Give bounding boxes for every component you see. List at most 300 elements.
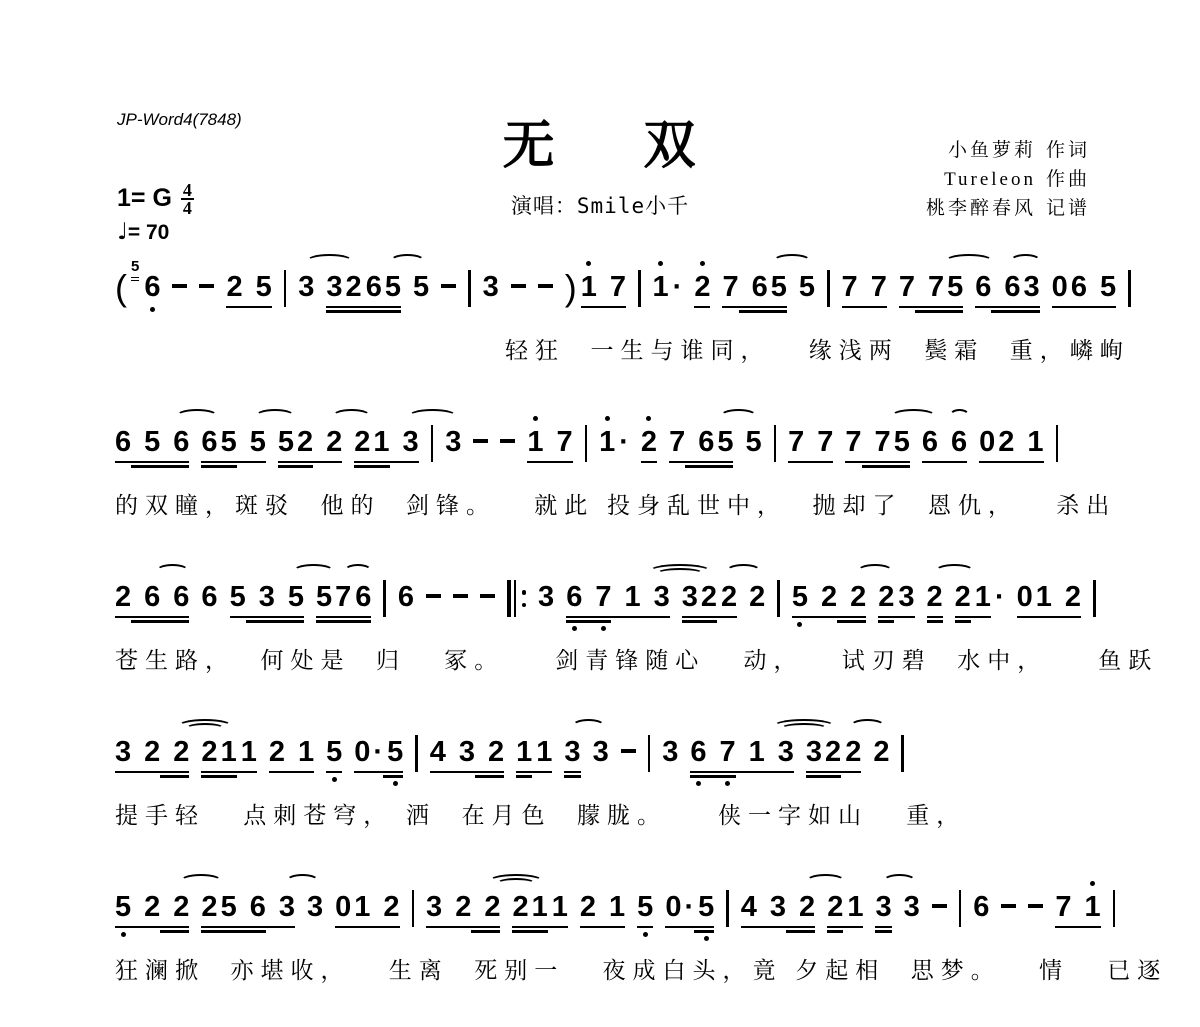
note-digit: 2 xyxy=(641,425,657,459)
beam-line xyxy=(278,461,313,463)
high-octave-dot xyxy=(1090,881,1095,886)
note-token xyxy=(799,270,815,304)
credit-role: 记谱 xyxy=(1045,198,1090,219)
note-token xyxy=(955,580,1005,614)
note-digit: 1 xyxy=(536,736,553,768)
note-digit: 3 xyxy=(875,891,892,923)
lyrics-line: 苍生路， 何处是 归 冢。 剑青锋随心 动， 试刃碧 水中， 鱼跃 xyxy=(115,648,1159,673)
duration-dash xyxy=(1028,890,1043,908)
dash-mark xyxy=(441,284,456,288)
note-digits xyxy=(665,890,694,924)
note-digit: 6 xyxy=(698,426,715,458)
tempo-value: = 70 xyxy=(127,221,170,244)
note-token xyxy=(430,735,504,769)
beam-line xyxy=(131,277,139,279)
note-digit: 5 xyxy=(412,271,430,303)
note-digits xyxy=(313,425,342,459)
beam-line xyxy=(115,616,131,618)
note-digit: 5 xyxy=(220,891,237,923)
quarter-note-icon: ♩ xyxy=(117,219,128,245)
note-digits xyxy=(442,890,471,924)
note-digit: 1 xyxy=(609,891,626,923)
note-digit: 7 xyxy=(722,271,739,303)
note-digit: · xyxy=(619,426,629,458)
beam-line xyxy=(115,926,131,928)
notes-row xyxy=(115,407,1100,481)
note-token xyxy=(527,425,572,459)
barline xyxy=(1056,425,1059,462)
note-digits xyxy=(266,890,295,924)
note-digits xyxy=(160,890,189,924)
note-digit: 3 xyxy=(592,736,609,768)
beam-line xyxy=(736,771,765,773)
note-digit: 7 xyxy=(1055,891,1072,923)
note-digits xyxy=(237,735,257,769)
note-digits xyxy=(475,735,504,769)
beam-line xyxy=(878,620,894,622)
credit-role: 作曲 xyxy=(1045,169,1090,190)
note-digits xyxy=(979,425,1014,459)
note-digits xyxy=(765,735,794,769)
note-digit: 6 xyxy=(144,270,160,304)
note-digit: 5 xyxy=(287,581,304,613)
note-digit: 6 xyxy=(201,581,218,613)
beam-line xyxy=(362,310,401,312)
beam-line xyxy=(237,771,257,773)
note-digits xyxy=(581,270,597,304)
note-token xyxy=(115,425,189,459)
score-line-2 xyxy=(115,407,1117,520)
low-octave-dot xyxy=(601,626,606,631)
slur-arc xyxy=(949,409,970,423)
note-digit: 5 xyxy=(326,735,342,769)
note-digits xyxy=(878,580,894,614)
note-token xyxy=(873,735,889,769)
beam-line xyxy=(1017,616,1052,618)
slur-arc xyxy=(720,409,757,423)
phrase-paren: ) xyxy=(564,267,577,308)
note-digit: 1 xyxy=(220,736,237,768)
note-digits xyxy=(722,270,738,304)
beam-line xyxy=(582,616,611,618)
note-digits xyxy=(973,890,989,924)
beam-line xyxy=(927,616,943,618)
note-digits xyxy=(160,580,189,614)
beam-line xyxy=(843,926,863,928)
note-token xyxy=(682,580,737,614)
tempo-marking xyxy=(117,219,169,245)
beam-line xyxy=(475,775,504,777)
note-digit: 2 xyxy=(878,581,895,613)
note-token xyxy=(593,735,609,769)
beam-line xyxy=(694,306,710,308)
note-token xyxy=(1055,890,1100,924)
note-digits xyxy=(596,890,625,924)
note-digit: 2 xyxy=(512,891,529,923)
note-digits xyxy=(527,425,543,459)
note-digits xyxy=(201,580,217,614)
note-token xyxy=(745,425,761,459)
beam-line xyxy=(786,930,815,932)
duration-dash xyxy=(480,580,495,598)
note-digits xyxy=(516,735,532,769)
beam-line xyxy=(131,620,160,622)
note-digit: 1 xyxy=(748,736,765,768)
note-digits xyxy=(413,270,429,304)
note-digits xyxy=(745,425,761,459)
dash-mark xyxy=(500,439,515,443)
note-token xyxy=(899,270,963,304)
repeat-bar-thick xyxy=(507,580,511,617)
beam-line xyxy=(717,616,737,618)
note-token xyxy=(694,270,710,304)
barline xyxy=(1093,580,1096,617)
note-digits xyxy=(975,270,991,304)
note-digits xyxy=(641,580,670,614)
note-digit: 3 xyxy=(1023,271,1040,303)
note-token xyxy=(144,270,160,304)
note-digits xyxy=(685,425,733,459)
note-digit: 0 xyxy=(354,736,371,768)
note-token xyxy=(230,580,304,614)
beam-line xyxy=(837,616,866,618)
note-digits xyxy=(582,580,611,614)
note-digits xyxy=(543,425,572,459)
note-token xyxy=(269,735,314,769)
note-digit: 3 xyxy=(306,891,324,923)
note-digit: 3 xyxy=(564,736,581,768)
beam-line xyxy=(160,775,189,777)
note-token xyxy=(749,580,765,614)
dash-mark xyxy=(538,284,553,288)
note-digit: · xyxy=(373,736,384,768)
slur-arc xyxy=(306,254,353,268)
beam-line xyxy=(390,461,419,463)
note-digits xyxy=(717,580,737,614)
beam-line xyxy=(1014,461,1043,463)
note-digit: 1 xyxy=(240,736,257,768)
note-token xyxy=(566,580,670,614)
note-digits xyxy=(1052,580,1081,614)
note-digit: 2 xyxy=(799,891,816,923)
notes-row xyxy=(115,252,1117,326)
beam-line xyxy=(690,771,706,773)
notes-row xyxy=(115,717,1100,791)
note-digits xyxy=(564,735,580,769)
duration-dash xyxy=(199,270,214,288)
beam-line xyxy=(955,620,971,622)
low-octave-dot xyxy=(797,622,802,627)
note-digit: 3 xyxy=(653,581,670,613)
note-digit: 2 xyxy=(173,891,190,923)
note-token xyxy=(665,890,714,924)
note-digit: 6 xyxy=(921,426,938,458)
beam-line xyxy=(237,930,266,932)
note-digit: 7 xyxy=(874,426,891,458)
note-digit: 2 xyxy=(144,736,161,768)
barline xyxy=(284,270,287,307)
note-digits xyxy=(269,735,285,769)
note-token xyxy=(599,425,629,459)
note-digits xyxy=(298,270,314,304)
beam-line xyxy=(160,461,189,463)
note-digit: 1 xyxy=(974,581,991,613)
note-digit: 4 xyxy=(429,736,446,768)
low-octave-dot xyxy=(332,777,337,782)
note-digit: 2 xyxy=(721,581,738,613)
note-digit: 6 xyxy=(751,271,768,303)
note-digits xyxy=(351,580,371,614)
note-digit: 5 xyxy=(745,426,762,458)
beam-line xyxy=(354,771,383,773)
credit-name: 桃李醉春风 xyxy=(925,198,1036,219)
beam-line xyxy=(641,616,670,618)
beam-line xyxy=(862,465,910,467)
high-octave-dot xyxy=(700,261,705,266)
note-digits xyxy=(971,580,991,614)
note-token xyxy=(445,425,461,459)
note-digit: 7 xyxy=(609,271,627,303)
beam-line xyxy=(991,310,1039,312)
beam-line xyxy=(383,775,403,777)
slur-arc xyxy=(293,564,334,578)
barline xyxy=(774,425,777,462)
note-token xyxy=(516,735,552,769)
note-digits xyxy=(1052,270,1087,304)
note-digits xyxy=(843,890,863,924)
lyrics-line: 提手轻 点刺苍穹， 洒 在月色 朦胧。 侠一字如山 重， xyxy=(115,803,967,828)
beam-line xyxy=(326,306,361,308)
note-digits xyxy=(827,890,843,924)
note-digit: 2 xyxy=(345,271,362,303)
barline xyxy=(648,735,651,772)
beam-line xyxy=(757,926,786,928)
note-token xyxy=(1052,270,1116,304)
note-digits xyxy=(285,735,314,769)
key-signature xyxy=(117,182,194,216)
note-digit: · xyxy=(994,581,1005,613)
time-signature xyxy=(181,182,194,216)
note-digit: 2 xyxy=(488,736,505,768)
note-digits xyxy=(131,580,160,614)
beam-line xyxy=(370,926,399,928)
beam-line xyxy=(313,461,342,463)
beam-line xyxy=(446,771,475,773)
note-digits xyxy=(316,580,351,614)
beam-line xyxy=(201,461,236,463)
note-digits xyxy=(736,735,765,769)
slur-arc-inner xyxy=(781,723,827,733)
beam-line xyxy=(971,616,991,618)
score-line-1 xyxy=(115,252,1130,365)
slur-arc xyxy=(255,409,294,423)
note-digits xyxy=(383,735,403,769)
beam-line xyxy=(266,926,295,928)
high-octave-dot xyxy=(586,261,591,266)
note-digit: 2 xyxy=(926,581,943,613)
note-token xyxy=(115,735,189,769)
note-digit: 5 xyxy=(1099,271,1117,303)
note-digits xyxy=(682,580,717,614)
beam-line xyxy=(792,616,808,618)
note-token xyxy=(326,735,342,769)
beam-line xyxy=(201,930,236,932)
note-digits xyxy=(566,580,582,614)
note-digits xyxy=(904,890,920,924)
beam-line xyxy=(354,465,389,467)
dash-mark xyxy=(426,594,441,598)
slur-arc xyxy=(726,564,761,578)
note-digits xyxy=(873,735,889,769)
beam-line xyxy=(131,280,139,282)
beam-line xyxy=(275,616,304,618)
note-token xyxy=(580,890,625,924)
note-digits xyxy=(201,735,236,769)
note-digit: 7 xyxy=(719,735,735,769)
note-digit: 3 xyxy=(538,581,555,613)
note-digits xyxy=(538,580,554,614)
note-digit: 3 xyxy=(426,891,443,923)
duration-dash xyxy=(511,270,526,288)
beam-line xyxy=(899,306,915,308)
beam-line xyxy=(804,461,833,463)
note-digit: 2 xyxy=(827,891,844,923)
slur-arc xyxy=(344,564,373,578)
duration-dash xyxy=(473,425,488,443)
note-digit: 4 xyxy=(740,891,757,923)
score-line-3 xyxy=(115,562,1159,675)
notes-row xyxy=(115,872,1100,946)
slur-arc xyxy=(390,254,425,268)
note-digit: 7 xyxy=(788,426,805,458)
note-token xyxy=(788,425,833,459)
barline xyxy=(1128,270,1131,307)
note-digit: 5 xyxy=(798,271,816,303)
beam-line xyxy=(269,771,285,773)
note-digit: 6 xyxy=(144,581,161,613)
beam-line xyxy=(694,930,714,932)
note-digits xyxy=(1017,580,1052,614)
duration-dash xyxy=(172,270,187,288)
slur-arc xyxy=(850,719,885,733)
beam-line xyxy=(160,926,189,928)
note-digits xyxy=(226,270,242,304)
beam-line xyxy=(927,620,943,622)
beam-line xyxy=(875,926,891,928)
note-digits xyxy=(894,580,914,614)
beam-line xyxy=(690,775,706,777)
note-digit: 3 xyxy=(482,271,499,303)
note-token xyxy=(904,890,920,924)
note-digit: 5 xyxy=(131,258,140,275)
note-digit: 1 xyxy=(847,891,864,923)
note-digits xyxy=(1014,425,1043,459)
beam-line xyxy=(243,306,272,308)
note-token xyxy=(426,890,500,924)
note-token xyxy=(201,425,265,459)
slur-arc xyxy=(572,719,605,733)
beam-line xyxy=(938,461,967,463)
barline xyxy=(468,270,471,307)
slur-arc xyxy=(857,564,893,578)
low-octave-dot xyxy=(121,932,126,937)
beam-line xyxy=(694,926,714,928)
credit-lyricist xyxy=(926,136,1090,165)
note-token xyxy=(875,890,891,924)
note-digit: 1 xyxy=(653,270,669,304)
note-digits xyxy=(899,270,915,304)
beam-line xyxy=(842,306,858,308)
note-digits xyxy=(201,425,236,459)
note-digits xyxy=(938,425,967,459)
note-digits xyxy=(201,890,236,924)
beam-line xyxy=(827,926,843,928)
note-token xyxy=(927,580,943,614)
beam-line xyxy=(788,461,804,463)
note-token xyxy=(845,425,909,459)
beam-line xyxy=(275,620,304,622)
beam-line xyxy=(841,771,861,773)
low-octave-dot xyxy=(643,932,648,937)
note-digits xyxy=(862,425,910,459)
beam-line xyxy=(878,616,894,618)
phrase-paren: ( xyxy=(115,267,127,308)
note-digit: 5 xyxy=(893,426,910,458)
barline xyxy=(1113,890,1116,927)
note-digit: 6 xyxy=(690,735,706,769)
singer-line: 演唱：Smile小千 xyxy=(510,194,690,218)
slur-arc xyxy=(332,409,370,423)
note-digit: 2 xyxy=(226,271,243,303)
beam-line xyxy=(915,306,963,308)
slur-arc xyxy=(891,409,936,423)
slur-arc xyxy=(176,409,218,423)
beam-line xyxy=(685,465,733,467)
note-digit: 2 xyxy=(694,270,710,304)
note-digit: 2 xyxy=(326,426,343,458)
beam-line xyxy=(246,620,275,622)
note-digit: 1 xyxy=(1027,426,1044,458)
note-digit: 1 xyxy=(373,426,390,458)
barline xyxy=(777,580,780,617)
beam-line xyxy=(611,616,640,618)
note-digit: 0 xyxy=(335,891,352,923)
note-token xyxy=(354,425,418,459)
beam-line xyxy=(316,616,351,618)
slur-arc xyxy=(286,874,319,888)
note-token xyxy=(538,580,554,614)
beam-line xyxy=(808,616,837,618)
beam-line xyxy=(335,926,370,928)
song-title: 无 双 xyxy=(502,118,698,175)
beam-line xyxy=(543,461,572,463)
note-digit: 2 xyxy=(825,736,842,768)
dash-mark xyxy=(1001,904,1016,908)
beam-line xyxy=(922,461,938,463)
note-token xyxy=(637,890,653,924)
note-digit: 7 xyxy=(556,426,573,458)
note-digit: 2 xyxy=(455,891,472,923)
duration-dash xyxy=(426,580,441,598)
note-digit: 6 xyxy=(115,426,132,458)
credit-composer xyxy=(926,165,1090,194)
beam-line xyxy=(430,771,446,773)
note-token xyxy=(653,270,683,304)
beam-line xyxy=(706,775,735,777)
note-digits xyxy=(160,735,189,769)
note-digits xyxy=(808,580,837,614)
note-digit: 5 xyxy=(698,890,714,924)
